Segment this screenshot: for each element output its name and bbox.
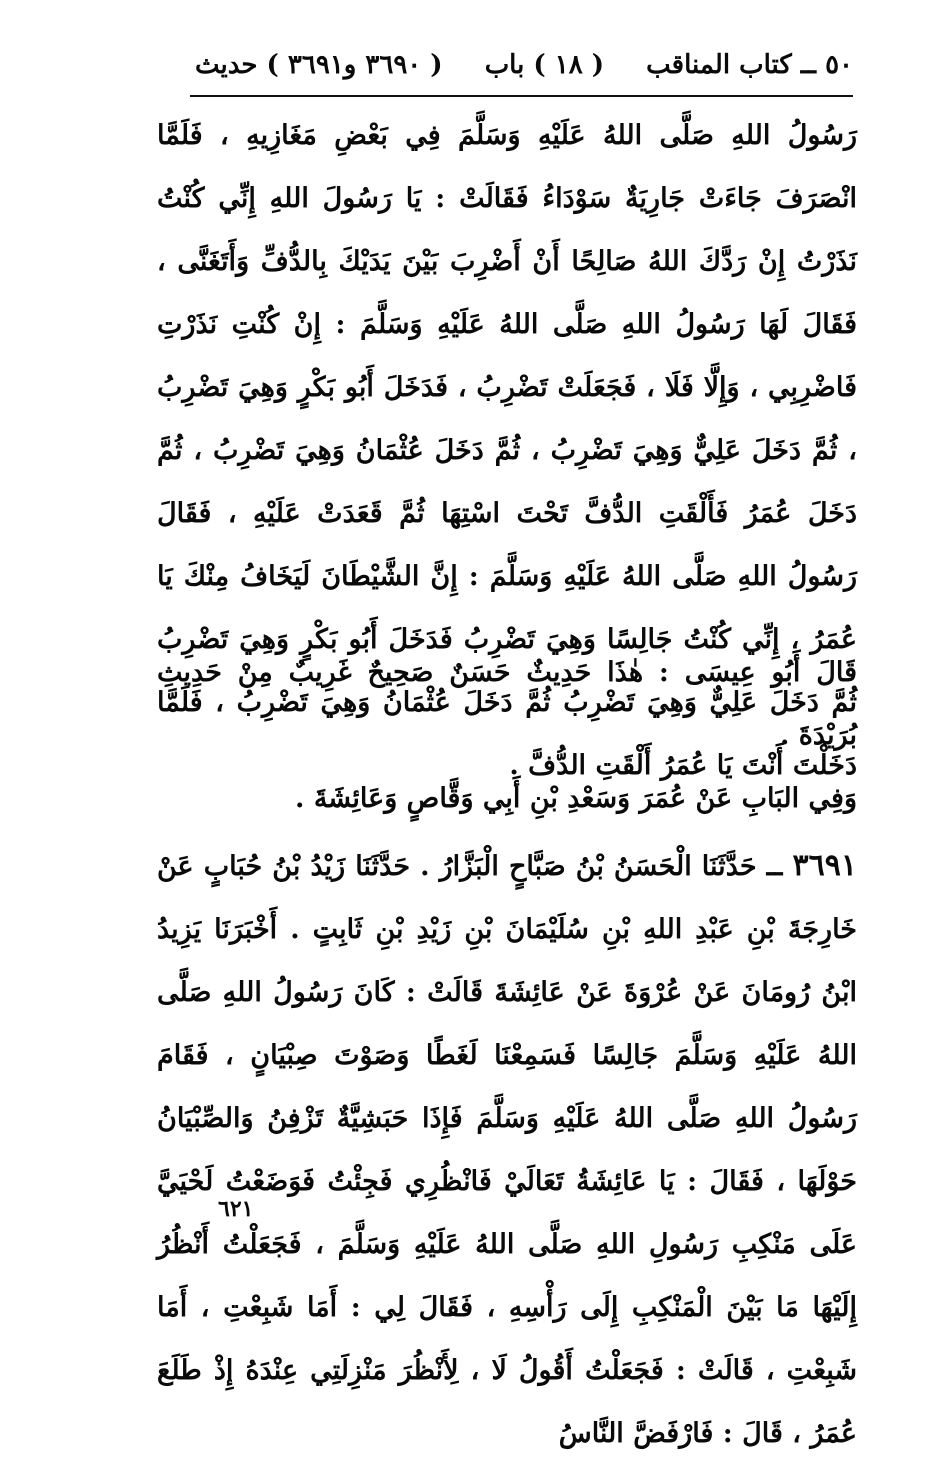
hadith-number: ٣٦٩١ [792,848,857,883]
book-title: ٥٠ ــ كتاب المناقب [646,50,853,80]
hadith-range: ( ٣٦٩٠ و٣٦٩١ ) حديث [195,50,443,80]
page-number: ٦٢١ [218,1196,254,1222]
chapter-note: وَفِي البَابِ عَنْ عُمَرَ وَسَعْدِ بْنِ أَبِي وَقَّاصٍ وَعَائِشَةَ . [295,783,857,814]
abu-isa-grading: قَالَ أَبُو عِيسَى : هٰذَا حَدِيثٌ حَسَنٌ صَحِيحٌ غَرِيبٌ مِنْ حَدِيثِ بُرَيْدَةَ . [157,657,857,751]
header-rule [190,95,853,97]
page-body [157,104,857,1465]
running-header [195,40,853,90]
hadith-3691-text [157,834,857,1465]
hadith-3691-body: ــ حَدَّثَنَا الْحَسَنُ بْنُ صَبَّاحٍ الْبَزَّارُ . حَدَّثَنَا زَيْدُ بْنُ حُبَابٍ عَنْ خَارِجَةَ بْنِ عَبْدِ اللهِ بْنِ سُلَيْمَانَ بْنِ زَيْدِ بْنِ ثَابِتٍ . أَخْبَرَنَا يَزِيدُ ابْنُ رُومَانَ عَنْ عُرْوَةَ عَنْ عَائِشَةَ قَالَتْ : كَانَ رَسُولُ اللهِ صَلَّى اللهُ عَلَيْهِ وَسَلَّمَ جَالِسًا فَسَمِعْنَا لَغَطًا وَصَوْتَ صِبْيَانٍ ، فَقَامَ رَسُولُ اللهِ صَلَّى اللهُ عَلَيْهِ وَسَلَّمَ فَإِذَا حَبَشِيَّةٌ تَزْفِنُ وَالصِّبْيَانُ حَوْلَهَا ، فَقَالَ : يَا عَائِشَةُ تَعَالَيْ فَانْظُرِي فَجِئْتُ فَوَضَعْتُ لَحْيَيَّ عَلَى مَنْكِبِ رَسُولِ اللهِ صَلَّى اللهُ عَلَيْهِ وَسَلَّمَ ، فَجَعَلْتُ أَنْظُرُ إِلَيْهَا مَا بَيْنَ الْمَنْكِبِ إِلَى رَأْسِهِ ، فَقَالَ لِي : أَمَا شَبِعْتِ ، أَمَا شَبِعْتِ ، قَالَتْ : فَجَعَلْتُ أَقُولُ لَا ، لِأَنْظُرَ مَنْزِلَتِي عِنْدَهُ إِذْ طَلَعَ عُمَرُ ، قَالَ : فَارْفَضَّ النَّاسُ [157,851,857,1449]
chapter-label: ( ١٨ ) باب [484,50,605,80]
hadith-3690-text: رَسُولُ اللهِ صَلَّى اللهُ عَلَيْهِ وَسَلَّمَ فِي بَعْضِ مَغَازِيهِ ، فَلَمَّا انْصَرَفَ جَاءَتْ جَارِيَةٌ سَوْدَاءُ فَقَالَتْ : يَا رَسُولَ اللهِ إِنِّي كُنْتُ نَذَرْتُ إِنْ رَدَّكَ اللهُ صَالِحًا أَنْ أَضْرِبَ بَيْنَ يَدَيْكَ بِالدُّفِّ وَأَتَغَنَّى ، فَقَالَ لَهَا رَسُولُ اللهِ صَلَّى اللهُ عَلَيْهِ وَسَلَّمَ : إِنْ كُنْتِ نَذَرْتِ فَاضْرِبِي ، وَإِلَّا فَلَا ، فَجَعَلَتْ تَضْرِبُ ، فَدَخَلَ أَبُو بَكْرٍ وَهِيَ تَضْرِبُ ، ثُمَّ دَخَلَ عَلِيٌّ وَهِيَ تَضْرِبُ ، ثُمَّ دَخَلَ عُثْمَانُ وَهِيَ تَضْرِبُ ، ثُمَّ دَخَلَ عُمَرُ فَأَلْقَتِ الدُّفَّ تَحْتَ اسْتِهَا ثُمَّ قَعَدَتْ عَلَيْهِ ، فَقَالَ رَسُولُ اللهِ صَلَّى اللهُ عَلَيْهِ وَسَلَّمَ : إِنَّ الشَّيْطَانَ لَيَخَافُ مِنْكَ يَا عُمَرُ ، إِنِّي كُنْتُ جَالِسًا وَهِيَ تَضْرِبُ فَدَخَلَ أَبُو بَكْرٍ وَهِيَ تَضْرِبُ ثُمَّ دَخَلَ عَلِيٌّ وَهِيَ تَضْرِبُ ثُمَّ دَخَلَ عُثْمَانُ وَهِيَ تَضْرِبُ ، فَلَمَّا دَخَلْتَ أَنْتَ يَا عُمَرُ أَلْقَتِ الدُّفَّ . [157,120,857,781]
